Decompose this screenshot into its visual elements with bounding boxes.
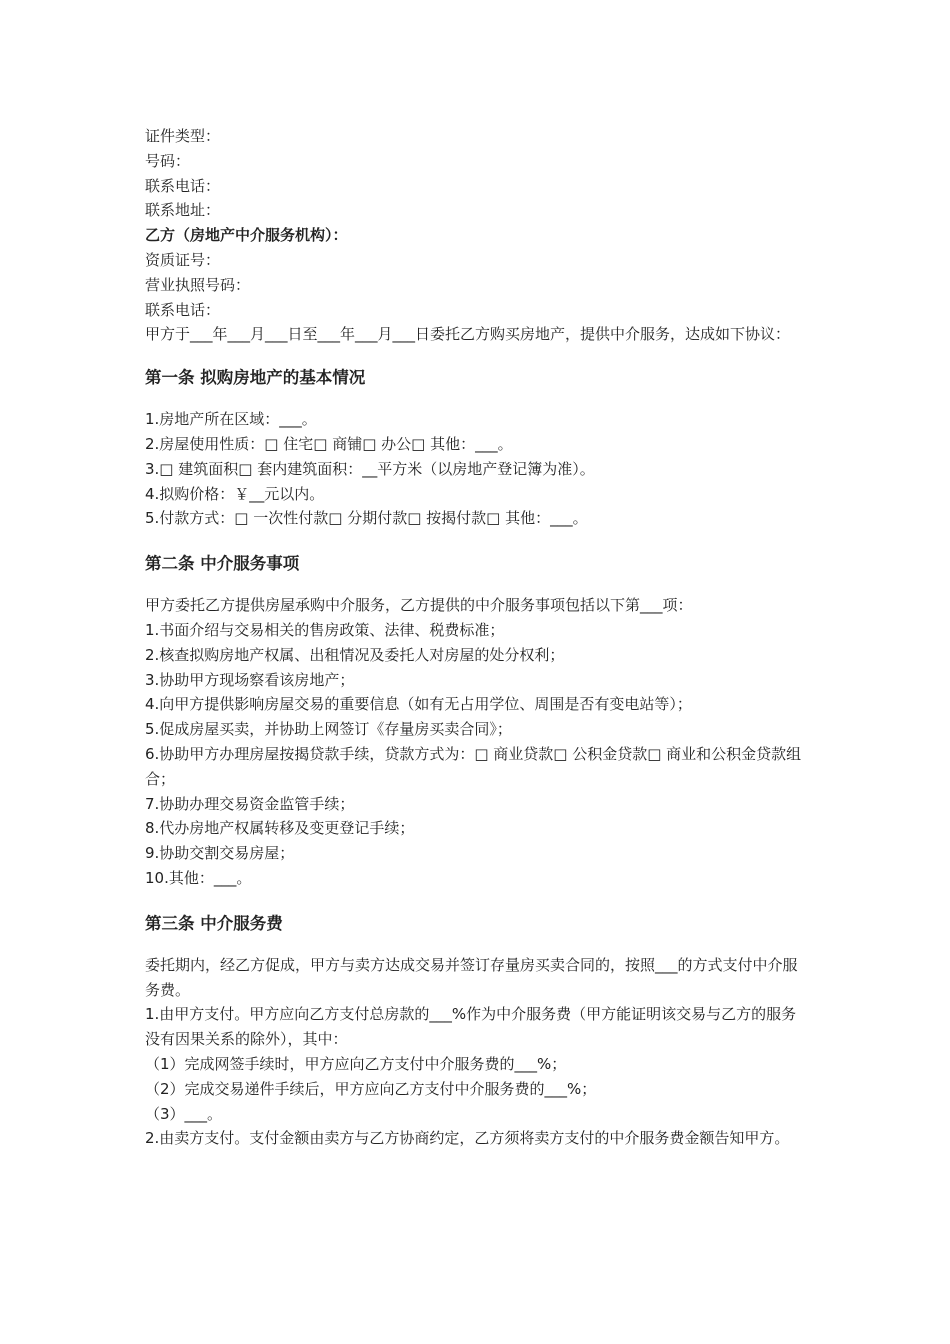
article3-item: 2.由卖方支付。支付金额由卖方与乙方协商约定，乙方须将卖方支付的中介服务费金额告知甲方。	[145, 1129, 790, 1148]
article2-item: 3.协助甲方现场察看该房地产；	[145, 670, 355, 689]
article2-item: 6.协助甲方办理房屋按揭贷款手续，贷款方式为：□ 商业贷款□ 公积金贷款□ 商业和公积金贷款组合；	[145, 744, 802, 788]
article2-item: 10.其他：___。	[145, 868, 252, 887]
article1-item: 3.□ 建筑面积□ 套内建筑面积：__平方米（以房地产登记簿为准）。	[145, 459, 595, 478]
article1-item: 2.房屋使用性质：□ 住宅□ 商铺□ 办公□ 其他：___。	[145, 434, 513, 453]
article2-item: 2.核查拟购房地产权属、出租情况及委托人对房屋的处分权利；	[145, 645, 565, 664]
article2-item: 5.促成房屋买卖，并协助上网签订《存量房买卖合同》；	[145, 720, 512, 739]
party-a-phone: 联系电话：	[145, 176, 221, 195]
article3-heading: 第三条 中介服务费	[145, 913, 283, 933]
contract-page	[145, 124, 810, 1151]
party-a-id-type: 证件类型：	[145, 127, 221, 145]
article3-intro: 委托期内，经乙方促成，甲方与卖方达成交易并签订存量房买卖合同的，按照___的方式支付中介服务费。	[145, 955, 798, 999]
party-b-qualification: 资质证号：	[145, 250, 221, 269]
party-b-phone: 联系电话：	[145, 300, 221, 319]
article2-heading: 第二条 中介服务事项	[145, 554, 300, 574]
article2-item: 7.协助办理交易资金监管手续；	[145, 794, 355, 813]
article3-item: 1.由甲方支付。甲方应向乙方支付总房款的___%作为中介服务费（甲方能证明该交易与乙方的服务没有因果关系的除外），其中：	[145, 1005, 797, 1049]
party-a-address: 联系地址：	[145, 201, 221, 220]
article3-item: （3）___。	[145, 1104, 223, 1123]
article2-item: 8.代办房地产权属转移及变更登记手续；	[145, 819, 415, 838]
article3-item: （1）完成网签手续时，甲方应向乙方支付中介服务费的___%；	[145, 1054, 567, 1073]
article1-item: 1.房地产所在区域：___。	[145, 410, 317, 429]
article2-item: 1.书面介绍与交易相关的售房政策、法律、税费标准；	[145, 620, 505, 639]
party-b-title: 乙方（房地产中介服务机构）：	[145, 226, 348, 245]
article1-heading: 第一条 拟购房地产的基本情况	[145, 368, 366, 388]
party-a-id-number: 号码：	[145, 151, 191, 170]
article2-item: 4.向甲方提供影响房屋交易的重要信息（如有无占用学位、周围是否有变电站等）；	[145, 695, 692, 714]
article1-item: 5.付款方式：□ 一次性付款□ 分期付款□ 按揭付款□ 其他：___。	[145, 509, 588, 528]
article1-item: 4.拟购价格：￥__元以内。	[145, 484, 325, 503]
party-b-license: 营业执照号码：	[145, 275, 251, 294]
article3-item: （2）完成交易递件手续后，甲方应向乙方支付中介服务费的___%；	[145, 1079, 597, 1098]
article2-item: 9.协助交割交易房屋；	[145, 844, 295, 863]
article2-intro: 甲方委托乙方提供房屋承购中介服务，乙方提供的中介服务事项包括以下第___项：	[145, 596, 693, 615]
agreement-intro: 甲方于___年___月___日至___年___月___日委托乙方购买房地产，提供中介服务，达成如下协议：	[145, 325, 791, 344]
